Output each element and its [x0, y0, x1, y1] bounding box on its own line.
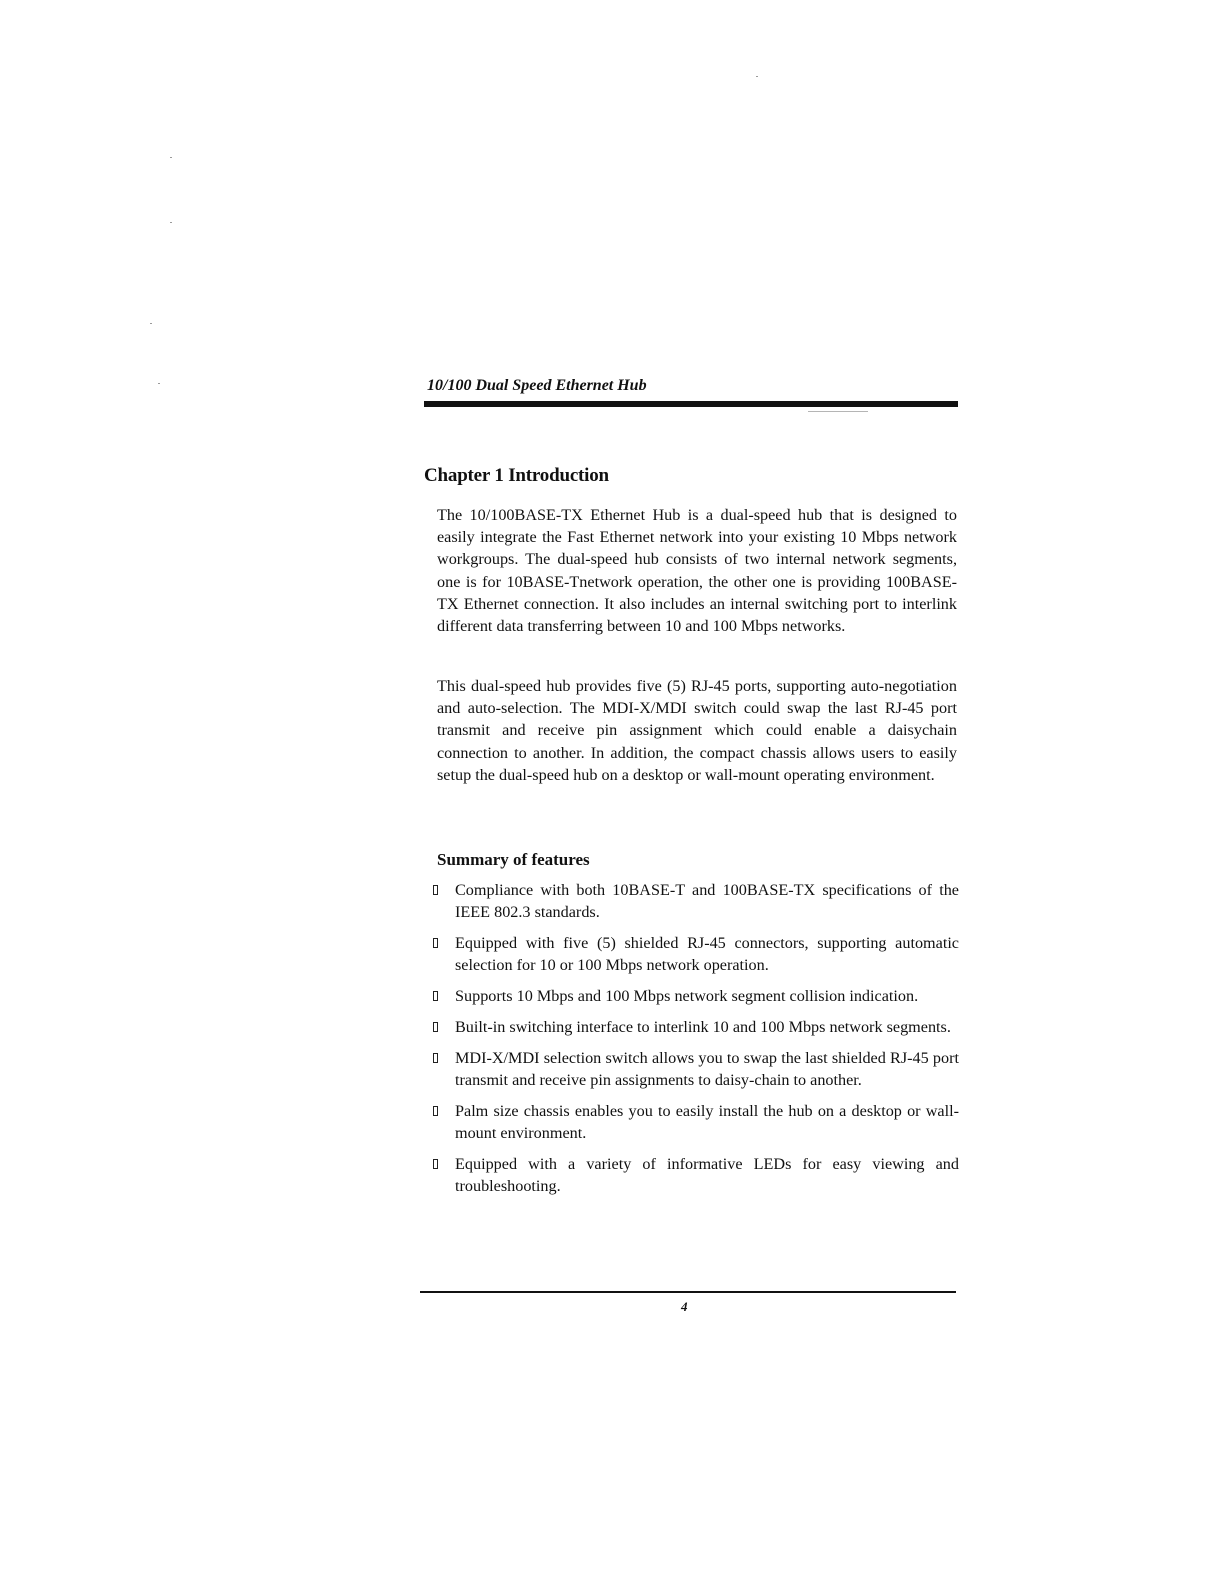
list-item	[433, 1047, 959, 1091]
header-rule-shadow	[808, 411, 868, 412]
list-item-text: Equipped with five (5) shielded RJ-45 connectors, supporting automatic selection for 10 or 100 Mbps network operation.	[455, 934, 959, 975]
list-item	[433, 932, 959, 976]
scan-speck	[150, 323, 152, 324]
scan-speck	[158, 383, 160, 384]
list-item-text: Built-in switching interface to interlink 10 and 100 Mbps network segments.	[455, 1017, 951, 1036]
feature-list	[433, 879, 959, 1206]
checkbox-bullet-icon	[433, 1053, 438, 1063]
list-item	[433, 985, 959, 1007]
page-number: 4	[681, 1299, 688, 1314]
header-rule	[424, 401, 958, 407]
list-item-text: Palm size chassis enables you to easily install the hub on a desktop or wall-mount environment.	[455, 1101, 959, 1142]
list-item-text: Compliance with both 10BASE-T and 100BASE-TX specifications of the IEEE 802.3 standards.	[455, 881, 959, 922]
section-title: Summary of features	[437, 850, 590, 869]
checkbox-bullet-icon	[433, 1022, 438, 1032]
checkbox-bullet-icon	[433, 1106, 438, 1116]
list-item-text: Equipped with a variety of informative LEDs for easy viewing and troubleshooting.	[455, 1154, 959, 1195]
checkbox-bullet-icon	[433, 991, 438, 1001]
list-item	[433, 879, 959, 923]
intro-paragraph: This dual-speed hub provides five (5) RJ-45 ports, supporting auto-negotiation and auto-selection. The MDI-X/MDI switch could swap the last RJ-45 port transmit and receive pin assignment which could enable a daisychain connection to another. In addition, the compact chassis allows users to easily setup the dual-speed hub on a desktop or wall-mount operating environment.	[437, 677, 957, 784]
list-item	[433, 1153, 959, 1197]
list-item	[433, 1100, 959, 1144]
list-item-text: MDI-X/MDI selection switch allows you to swap the last shielded RJ-45 port transmit and receive pin assignments to daisy-chain to another.	[455, 1048, 959, 1089]
list-item-text: Supports 10 Mbps and 100 Mbps network segment collision indication.	[455, 987, 919, 1005]
scan-speck	[756, 76, 758, 77]
scan-speck	[170, 157, 172, 158]
checkbox-bullet-icon	[433, 938, 438, 948]
running-header-title: 10/100 Dual Speed Ethernet Hub	[427, 377, 647, 394]
scan-speck	[170, 222, 172, 223]
chapter-title: Chapter 1 Introduction	[424, 465, 609, 486]
intro-paragraph: The 10/100BASE-TX Ethernet Hub is a dual-speed hub that is designed to easily integrate the Fast Ethernet network into your existing 10 Mbps network workgroups. The dual-speed hub consists of two internal network segments, one is for 10BASE-Tnetwork operation, the other one is providing 100BASE-TX Ethernet connection. It also includes an internal switching port to interlink different data transferring between 10 and 100 Mbps networks.	[437, 506, 957, 636]
list-item	[433, 1016, 959, 1038]
checkbox-bullet-icon	[433, 885, 438, 895]
footer-rule	[420, 1291, 956, 1293]
checkbox-bullet-icon	[433, 1159, 438, 1169]
